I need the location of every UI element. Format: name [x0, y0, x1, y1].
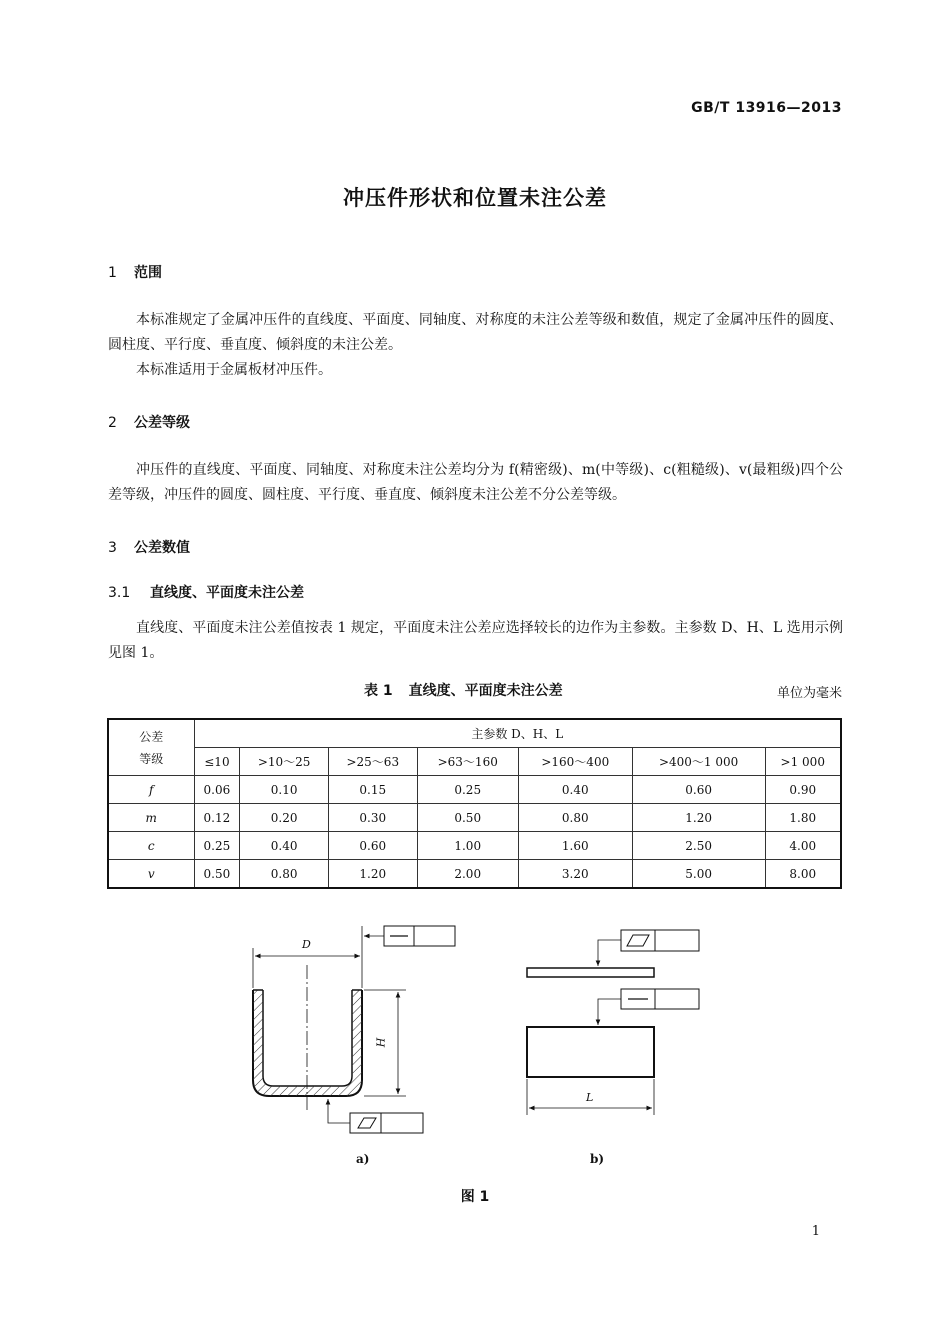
value-cell: 0.50 — [194, 860, 240, 889]
value-cell: 0.06 — [194, 776, 240, 804]
grade-cell: f — [108, 776, 194, 804]
section-3-number: 3 — [108, 540, 117, 556]
figure-b-plates — [527, 930, 699, 1115]
range-header: >160～400 — [518, 748, 632, 776]
dimension-label-h: H — [374, 1037, 388, 1048]
section-2-title: 公差等级 — [134, 415, 190, 431]
section-3-1-number: 3.1 — [108, 585, 131, 601]
value-cell: 4.00 — [765, 832, 841, 860]
value-cell: 3.20 — [518, 860, 632, 889]
param-header: 主参数 D、H、L — [194, 719, 841, 748]
range-header: ≤10 — [194, 748, 240, 776]
table-1-number: 表 1 — [364, 683, 393, 699]
range-header: >400～1 000 — [632, 748, 765, 776]
section-2-number: 2 — [108, 415, 117, 431]
value-cell: 1.80 — [765, 804, 841, 832]
value-cell: 0.80 — [240, 860, 329, 889]
value-cell: 0.40 — [518, 776, 632, 804]
value-cell: 0.90 — [765, 776, 841, 804]
value-cell: 8.00 — [765, 860, 841, 889]
dimension-label-d: D — [302, 938, 311, 951]
section-1-para-1: 本标准规定了金属冲压件的直线度、平面度、同轴度、对称度的未注公差等级和数值，规定了金属冲压件的圆度、圆柱度、平行度、垂直度、倾斜度的未注公差。 — [108, 312, 843, 353]
figure-1-title: 图 1 — [460, 1189, 490, 1205]
dimension-label-l: L — [586, 1091, 594, 1104]
figure-a-cup — [253, 926, 455, 1133]
value-cell: 0.25 — [194, 832, 240, 860]
value-cell: 0.60 — [328, 832, 417, 860]
value-cell: 2.00 — [417, 860, 518, 889]
value-cell: 0.15 — [328, 776, 417, 804]
grade-cell: v — [108, 860, 194, 889]
value-cell: 0.30 — [328, 804, 417, 832]
value-cell: 0.25 — [417, 776, 518, 804]
section-2-para: 冲压件的直线度、平面度、同轴度、对称度未注公差均分为 f(精密级)、m(中等级)、c(粗糙级)、v(最粗级)四个公差等级，冲压件的圆度、圆柱度、平行度、垂直度、倾斜度未注公差不分公差等级。 — [108, 462, 843, 503]
range-header: >63～160 — [417, 748, 518, 776]
figure-caption-b: b) — [590, 1152, 605, 1166]
section-3-title: 公差数值 — [134, 540, 190, 556]
value-cell: 0.80 — [518, 804, 632, 832]
range-header: >1 000 — [765, 748, 841, 776]
value-cell: 0.60 — [632, 776, 765, 804]
value-cell: 1.20 — [632, 804, 765, 832]
value-cell: 0.10 — [240, 776, 329, 804]
grade-cell: m — [108, 804, 194, 832]
value-cell: 5.00 — [632, 860, 765, 889]
value-cell: 1.00 — [417, 832, 518, 860]
figure-caption-a: a) — [356, 1152, 370, 1166]
section-1-number: 1 — [108, 265, 117, 281]
section-1-title: 范围 — [134, 265, 162, 281]
value-cell: 0.40 — [240, 832, 329, 860]
value-cell: 0.50 — [417, 804, 518, 832]
value-cell: 1.20 — [328, 860, 417, 889]
section-3-1-title: 直线度、平面度未注公差 — [150, 585, 304, 601]
section-3-1-para: 直线度、平面度未注公差值按表 1 规定，平面度未注公差应选择较长的边作为主参数。主参数 D、H、L 选用示例见图 1。 — [108, 620, 843, 661]
table-1-unit: 单位为毫米 — [776, 686, 842, 701]
section-1-para-2: 本标准适用于金属板材冲压件。 — [136, 362, 332, 378]
range-header: >25～63 — [328, 748, 417, 776]
document-title: 冲压件形状和位置未注公差 — [343, 186, 607, 210]
value-cell: 2.50 — [632, 832, 765, 860]
value-cell: 1.60 — [518, 832, 632, 860]
page-number: 1 — [811, 1224, 820, 1239]
grade-header-line-1: 公差 — [139, 729, 164, 744]
grade-header-line-2: 等级 — [139, 751, 164, 766]
value-cell: 0.12 — [194, 804, 240, 832]
grade-cell: c — [108, 832, 194, 860]
value-cell: 0.20 — [240, 804, 329, 832]
standard-number: GB/T 13916—2013 — [691, 100, 842, 116]
table-1-title: 直线度、平面度未注公差 — [408, 683, 563, 699]
range-header: >10～25 — [240, 748, 329, 776]
